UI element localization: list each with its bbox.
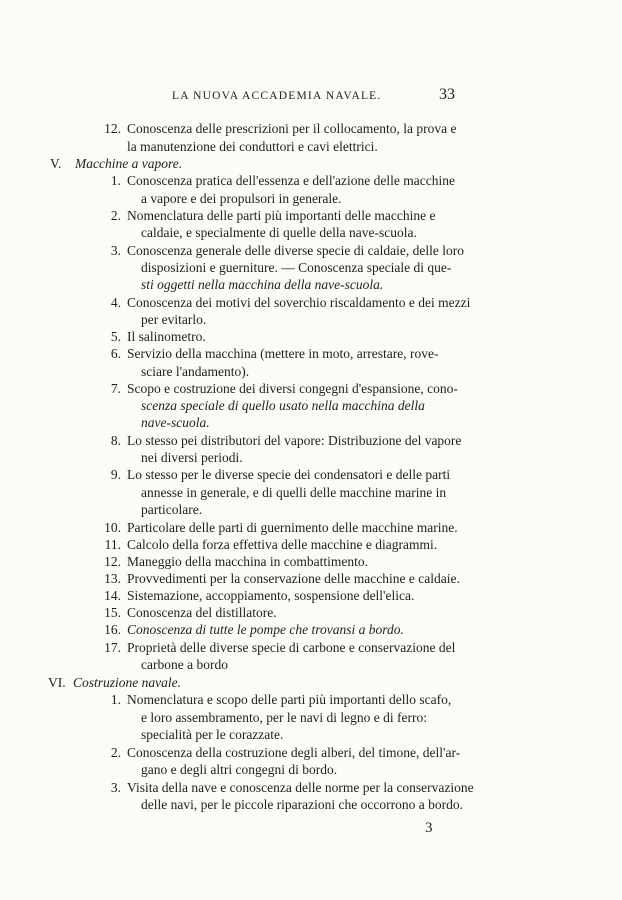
text-line bbox=[0, 242, 622, 260]
text-line bbox=[0, 259, 622, 277]
signature-mark: 3 bbox=[425, 820, 433, 836]
item-number: 11. bbox=[104, 537, 121, 552]
line-text: gano e degli altri congegni di bordo. bbox=[141, 762, 338, 777]
line-text: Sistemazione, accoppiamento, sospensione dell'elica. bbox=[127, 588, 415, 603]
item-number: 2. bbox=[110, 208, 121, 223]
item-number: 6. bbox=[110, 346, 121, 361]
line-text: annesse in generale, e di quelli delle macchine marine in bbox=[141, 485, 447, 500]
text-line bbox=[0, 363, 622, 381]
text-line bbox=[0, 276, 622, 294]
line-text: sciare l'andamento). bbox=[141, 364, 250, 379]
text-line bbox=[0, 691, 622, 709]
section-title: Macchine a vapore. bbox=[75, 156, 183, 171]
text-line bbox=[0, 380, 622, 398]
running-title: LA NUOVA ACCADEMIA NAVALE. bbox=[172, 90, 382, 102]
item-number: 17. bbox=[104, 640, 121, 655]
text-line bbox=[0, 484, 622, 502]
text-line bbox=[0, 553, 622, 571]
text-line bbox=[0, 761, 622, 779]
item-number: 10. bbox=[104, 520, 121, 535]
section-heading bbox=[0, 155, 622, 173]
line-text: Maneggio della macchina in combattimento. bbox=[127, 554, 369, 569]
text-line bbox=[0, 120, 622, 138]
text-line bbox=[0, 466, 622, 484]
text-line bbox=[0, 397, 622, 415]
line-text: caldaie, e specialmente di quelle della nave-scuola. bbox=[141, 225, 417, 240]
text-line bbox=[0, 311, 622, 329]
text-line bbox=[0, 449, 622, 467]
line-text: Lo stesso pei distributori del vapore: Distribuzione del vapore bbox=[127, 433, 462, 448]
line-text: Visita della nave e conoscenza delle norme per la conservazione bbox=[127, 780, 474, 795]
line-text: Conoscenza generale delle diverse specie di caldaie, delle loro bbox=[127, 243, 464, 258]
text-line bbox=[0, 519, 622, 537]
item-number: 2. bbox=[110, 745, 121, 760]
text-line bbox=[0, 190, 622, 208]
text-line bbox=[0, 796, 622, 814]
item-number: 12. bbox=[104, 554, 121, 569]
section-number: VI. bbox=[48, 675, 66, 690]
text-line bbox=[0, 172, 622, 190]
line-text: Nomenclatura delle parti più importanti delle macchine e bbox=[127, 208, 436, 223]
text-line bbox=[0, 570, 622, 588]
text-line bbox=[0, 501, 622, 519]
item-number: 1. bbox=[110, 692, 121, 707]
text-line bbox=[0, 224, 622, 242]
text-line bbox=[0, 414, 622, 432]
line-text: Provvedimenti per la conservazione delle macchine e caldaie. bbox=[127, 571, 460, 586]
line-text: Conoscenza pratica dell'essenza e dell'azione delle macchine bbox=[127, 173, 455, 188]
line-text: la manutenzione dei conduttori e cavi elettrici. bbox=[127, 139, 378, 154]
line-text: Servizio della macchina (mettere in moto, arrestare, rove- bbox=[127, 346, 439, 361]
item-number: 13. bbox=[104, 571, 121, 586]
text-line bbox=[0, 639, 622, 657]
line-text: nei diversi periodi. bbox=[141, 450, 243, 465]
line-text: specialità per le corazzate. bbox=[141, 727, 284, 742]
line-text: Calcolo della forza effettiva delle macchine e diagrammi. bbox=[127, 537, 438, 552]
page-header bbox=[0, 88, 622, 108]
line-text: per evitarlo. bbox=[141, 312, 207, 327]
text-line bbox=[0, 536, 622, 554]
line-text: a vapore e dei propulsori in generale. bbox=[141, 191, 342, 206]
text-line bbox=[0, 709, 622, 727]
item-number: 14. bbox=[104, 588, 121, 603]
line-text: e loro assembramento, per le navi di legno e di ferro: bbox=[141, 710, 428, 725]
item-number: 3. bbox=[110, 243, 121, 258]
text-line bbox=[0, 656, 622, 674]
line-text: Nomenclatura e scopo delle parti più importanti dello scafo, bbox=[127, 692, 452, 707]
text-line bbox=[0, 345, 622, 363]
line-text: sti oggetti nella macchina della nave-scuola. bbox=[141, 277, 384, 292]
section-heading bbox=[0, 674, 622, 692]
line-text: delle navi, per le piccole riparazioni che occorrono a bordo. bbox=[141, 797, 463, 812]
text-line bbox=[0, 138, 622, 156]
text-line bbox=[0, 328, 622, 346]
item-number: 3. bbox=[110, 780, 121, 795]
line-text: Conoscenza della costruzione degli alberi, del timone, dell'ar- bbox=[127, 745, 461, 760]
line-text: disposizioni e guerniture. — Conoscenza speciale di que- bbox=[141, 260, 452, 275]
item-number: 5. bbox=[110, 329, 121, 344]
item-number: 4. bbox=[110, 295, 121, 310]
line-text: Conoscenza dei motivi del soverchio riscaldamento e dei mezzi bbox=[127, 295, 471, 310]
text-line bbox=[0, 587, 622, 605]
item-number: 8. bbox=[110, 433, 121, 448]
item-number: 1. bbox=[110, 173, 121, 188]
text-line bbox=[0, 621, 622, 639]
line-text: Conoscenza delle prescrizioni per il collocamento, la prova e bbox=[127, 121, 457, 136]
text-line bbox=[0, 294, 622, 312]
line-text: Proprietà delle diverse specie di carbone e conservazione del bbox=[127, 640, 456, 655]
line-text: carbone a bordo bbox=[141, 657, 228, 672]
text-line bbox=[0, 779, 622, 797]
line-text: Conoscenza del distillatore. bbox=[127, 605, 277, 620]
text-line bbox=[0, 604, 622, 622]
line-text: nave-scuola. bbox=[141, 415, 210, 430]
item-number: 12. bbox=[104, 121, 121, 136]
item-number: 15. bbox=[104, 605, 121, 620]
item-number: 16. bbox=[104, 622, 121, 637]
line-text: scenza speciale di quello usato nella macchina della bbox=[141, 398, 425, 413]
line-text: Conoscenza di tutte le pompe che trovansi a bordo. bbox=[127, 622, 404, 637]
line-text: Scopo e costruzione dei diversi congegni d'espansione, cono- bbox=[127, 381, 458, 396]
text-line bbox=[0, 432, 622, 450]
line-text: Lo stesso per le diverse specie dei condensatori e delle parti bbox=[127, 467, 451, 482]
text-line bbox=[0, 726, 622, 744]
line-text: Particolare delle parti di guernimento delle macchine marine. bbox=[127, 520, 458, 535]
item-number: 7. bbox=[110, 381, 121, 396]
page-number: 33 bbox=[439, 86, 455, 103]
text-line bbox=[0, 744, 622, 762]
text-line bbox=[0, 207, 622, 225]
line-text: Il salinometro. bbox=[127, 329, 206, 344]
section-title: Costruzione navale. bbox=[73, 675, 181, 690]
line-text: particolare. bbox=[141, 502, 203, 517]
section-number: V. bbox=[50, 156, 62, 171]
item-number: 9. bbox=[110, 467, 121, 482]
